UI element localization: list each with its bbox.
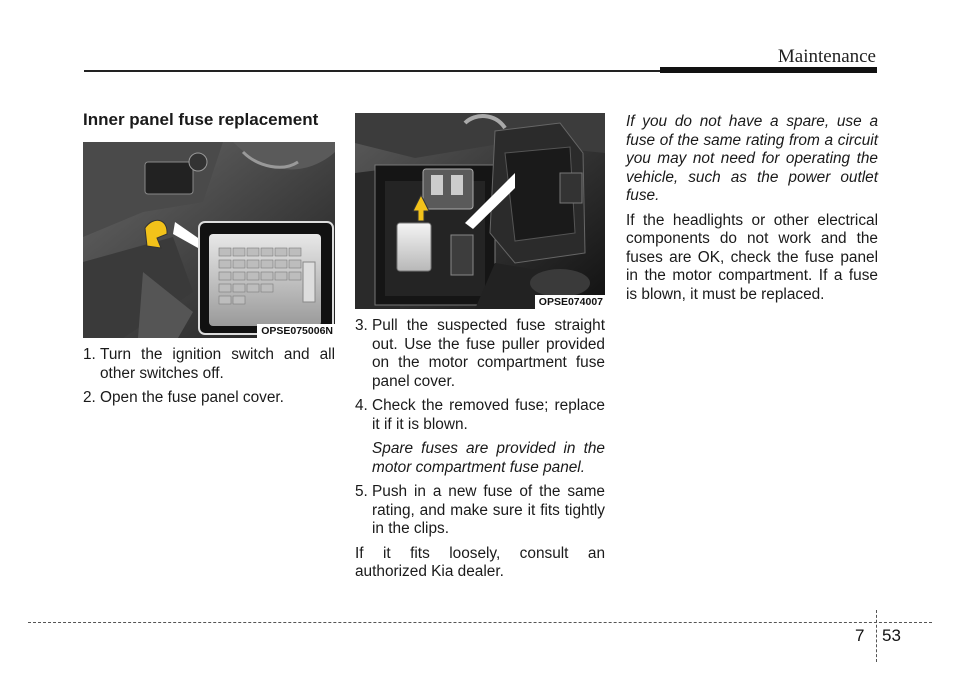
step-number: 5. <box>355 483 368 500</box>
figure-motor-compartment <box>355 113 605 309</box>
list-item <box>355 483 605 539</box>
spare-advice-paragraph: If you do not have a spare, use a fuse of the same rating from a circuit you may not need for operating the vehicle, such as the power outlet fuse. <box>626 113 878 204</box>
step-text: Turn the ignition switch and all other switches off. <box>100 346 335 382</box>
list-item <box>355 317 605 391</box>
step-text: Check the removed fuse; replace it if it is blown. <box>372 397 605 433</box>
step-number: 2. <box>83 389 96 406</box>
inner-panel-illustration <box>83 142 335 338</box>
footer-divider <box>876 610 877 662</box>
header-rule <box>84 70 664 72</box>
page-chapter: 7 <box>855 626 865 645</box>
section-heading: Inner panel fuse replacement <box>83 110 319 129</box>
column-1 <box>83 110 335 414</box>
step-text: Push in a new fuse of the same rating, and make sure it fits tightly in the clips. <box>372 483 605 537</box>
column-2 <box>355 113 605 588</box>
list-item <box>83 346 335 383</box>
step-number: 1. <box>83 346 96 363</box>
steps-list <box>355 317 605 434</box>
footer-rule <box>28 622 932 623</box>
figure-caption: OPSE075006N <box>257 324 335 338</box>
step-number: 4. <box>355 397 368 414</box>
step-text: Open the fuse panel cover. <box>100 389 284 406</box>
motor-compartment-illustration <box>355 113 605 309</box>
column-3 <box>626 113 878 310</box>
figure-caption: OPSE074007 <box>535 295 605 309</box>
header-rule-accent <box>660 67 877 73</box>
step-number: 3. <box>355 317 368 334</box>
closing-paragraph: If it fits loosely, consult an authorized Kia dealer. <box>355 544 605 580</box>
steps-list-continued <box>355 483 605 539</box>
figure-inner-panel <box>83 142 335 338</box>
page-number: 53 <box>882 626 901 645</box>
list-item <box>355 397 605 434</box>
spare-fuse-note: Spare fuses are provided in the motor compartment fuse panel. <box>372 440 605 476</box>
motor-compartment-paragraph: If the headlights or other electrical components do not work and the fuses are OK, check the fuse panel in the motor compartment. If a fuse is blown, it must be replaced. <box>626 211 878 303</box>
list-item <box>83 389 335 408</box>
steps-list <box>83 346 335 408</box>
step-text: Pull the suspected fuse straight out. Use the fuse puller provided on the motor compartment fuse panel cover. <box>372 317 605 390</box>
header-title: Maintenance <box>777 46 876 67</box>
